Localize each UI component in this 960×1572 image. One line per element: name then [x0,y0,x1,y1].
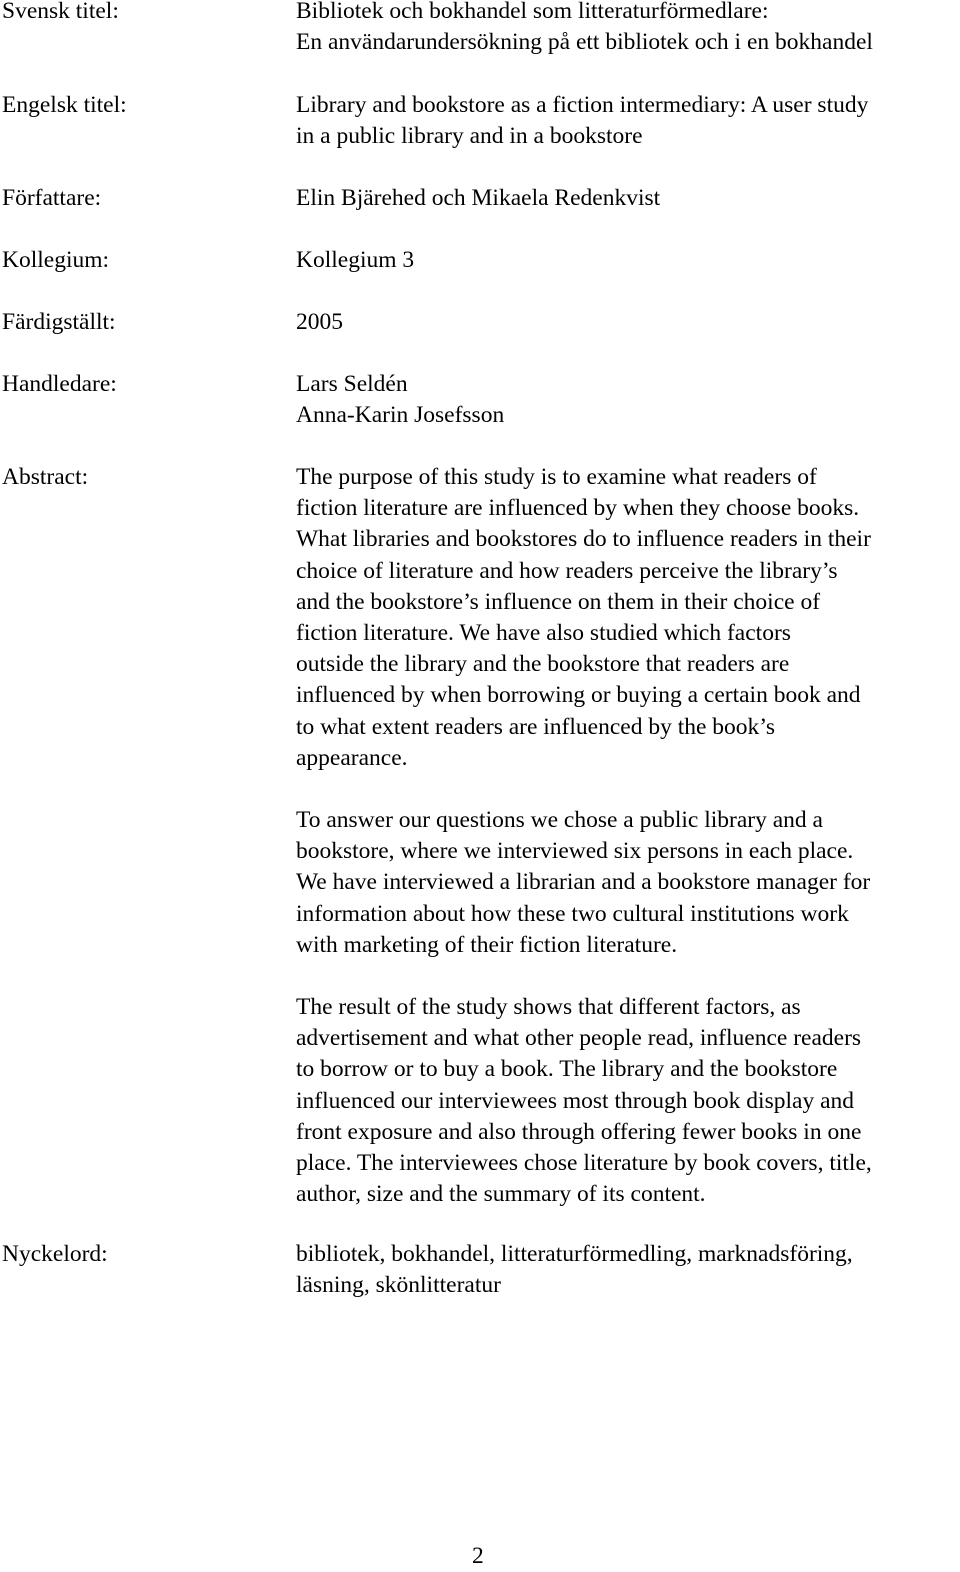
abstract-paragraph [296,992,960,1210]
field-value [296,1239,960,1301]
supervisor-line: Anna-Karin Josefsson [296,402,505,429]
abstract-line: with marketing of their fiction literature. [296,931,678,958]
abstract-line: bookstore, where we interviewed six persons in each place. [296,838,854,865]
abstract-line: information about how these two cultural institutions work [296,900,849,927]
abstract-paragraph [296,805,960,961]
field-value [296,0,960,58]
abstract-line: place. The interviewees chose literature by book covers, title, [296,1150,872,1177]
abstract-line: to what extent readers are influenced by the book’s [296,713,775,740]
abstract-line: appearance. [296,744,408,771]
title-line: Bibliotek och bokhandel som litteraturförmedlare: [296,0,769,24]
year-value: 2005 [296,309,343,335]
abstract-line: advertisement and what other people read, influence readers [296,1025,862,1052]
abstract-line: fiction literature are influenced by when they choose books. [296,495,860,522]
abstract-line: to borrow or to buy a book. The library and the bookstore [296,1056,838,1083]
title-line: En användarundersökning på ett bibliotek och i en bokhandel [296,29,873,56]
abstract-line: fiction literature. We have also studied which factors [296,620,791,647]
abstract-line: and the bookstore’s influence on them in their choice of [296,588,821,615]
field-value [296,307,960,338]
field-label: Engelsk titel: [2,92,127,118]
title-line: in a public library and in a bookstore [296,123,643,150]
keywords-line: bibliotek, bokhandel, litteraturförmedling, marknadsföring, [296,1241,853,1267]
page-number: 2 [472,1543,484,1569]
abstract-line: influenced by when borrowing or buying a certain book and [296,682,861,709]
field-value [296,245,960,276]
field-label: Abstract: [2,464,89,490]
abstract-line: To answer our questions we chose a public library and a [296,807,823,834]
abstract-line: front exposure and also through offering fewer books in one [296,1118,862,1145]
field-value [296,183,960,214]
abstract-line: outside the library and the bookstore that readers are [296,651,790,678]
field-label: Författare: [2,185,102,211]
field-label: Färdigställt: [2,309,116,335]
abstract-line: influenced our interviewees most through book display and [296,1087,854,1114]
abstract-line: The result of the study shows that different factors, as [296,994,801,1021]
field-label: Kollegium: [2,247,110,273]
field-label: Svensk titel: [2,0,119,24]
field-label: Nyckelord: [2,1241,108,1267]
abstract-line: The purpose of this study is to examine what readers of [296,464,817,490]
abstract-line: choice of literature and how readers perceive the library’s [296,557,838,584]
kollegium-value: Kollegium 3 [296,247,415,273]
abstract-body [296,462,960,1210]
abstract-line: We have interviewed a librarian and a bookstore manager for [296,869,871,896]
field-label: Handledare: [2,371,117,397]
abstract-line: author, size and the summary of its content. [296,1181,706,1208]
field-value [296,369,960,431]
abstract-paragraph [296,462,960,774]
author-line: Elin Bjärehed och Mikaela Redenkvist [296,185,661,211]
abstract-line: What libraries and bookstores do to influence readers in their [296,526,871,553]
field-value [296,90,960,152]
keywords-line: läsning, skönlitteratur [296,1272,501,1299]
title-line: Library and bookstore as a fiction intermediary: A user study [296,92,869,118]
supervisor-line: Lars Seldén [296,371,408,397]
